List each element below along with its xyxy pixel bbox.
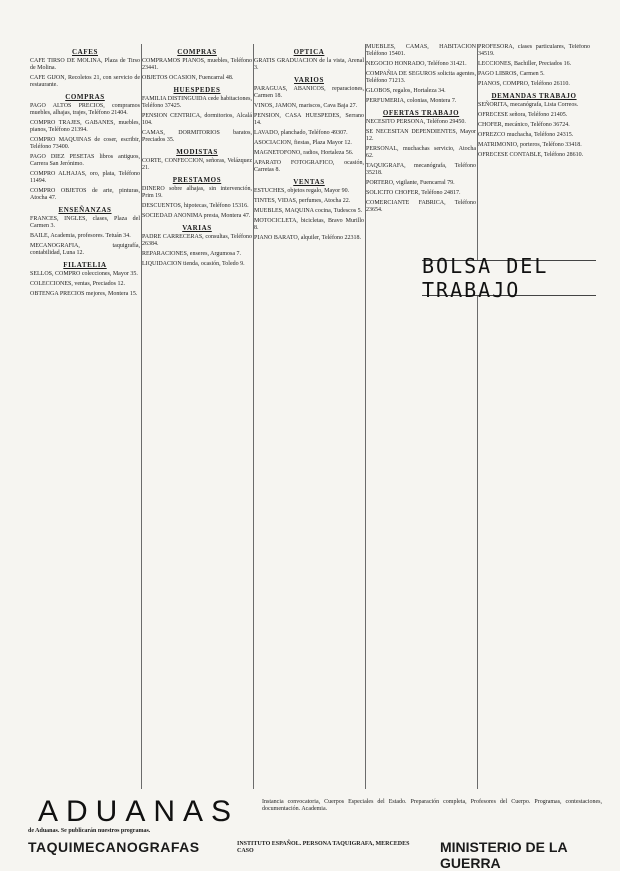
classified-ad: MUEBLES, CAMAS, HABITACION Teléfono 15401. bbox=[366, 44, 476, 57]
classified-ad: PARAGUAS, ABANICOS, reparaciones, Carmen 18. bbox=[254, 86, 364, 99]
classified-ad: PAGO ALTOS PRECIOS, compramos muebles, alhajas, trajes, Teléfono 21404. bbox=[30, 103, 140, 116]
section-heading: FILATELIA bbox=[63, 261, 107, 269]
classified-ad: LECCIONES, Bachiller, Preciados 16. bbox=[478, 61, 572, 67]
classified-ad: LAVADO, planchado, Teléfono 49307. bbox=[254, 130, 348, 136]
classified-ad: OFREZCO muchacha, Teléfono 24315. bbox=[478, 132, 574, 138]
classified-ad: CHOFER, mecánico, Teléfono 36724. bbox=[478, 122, 570, 128]
classified-ad: APARATO FOTOGRAFICO, ocasión, Carretas 8. bbox=[254, 160, 364, 173]
classified-ad: COLECCIONES, ventas, Preciados 12. bbox=[30, 281, 125, 287]
bolsa-del-trabajo-banner: BOLSA DEL TRABAJO bbox=[422, 260, 596, 296]
classified-ad: BAILE, Academia, profesores. Tetuán 34. bbox=[30, 233, 131, 239]
classified-ad: LIQUIDACION tienda, ocasión, Toledo 9. bbox=[142, 261, 245, 267]
classified-ad: GRATIS GRADUACION de la vista, Arenal 3. bbox=[254, 58, 364, 71]
section-heading: CAFES bbox=[72, 48, 98, 56]
section-heading: MODISTAS bbox=[176, 148, 218, 156]
classified-ad: CAFE TIRSO DE MOLINA, Plaza de Tirso de Molina. bbox=[30, 58, 140, 71]
classified-ad: TINTES, VIDAS, perfumes, Atocha 22. bbox=[254, 198, 351, 204]
classified-ad: CAFE GIJON, Recoletos 21, con servicio de restaurante. bbox=[30, 75, 140, 88]
classified-ad: SOLICITO CHOFER, Teléfono 24817. bbox=[366, 190, 461, 196]
column-3 bbox=[254, 44, 364, 789]
aduanas-title: ADUANAS bbox=[38, 795, 240, 828]
classified-ad: SEÑORITA, mecanógrafa, Lista Correos. bbox=[478, 102, 579, 108]
section-heading: VENTAS bbox=[293, 178, 325, 186]
classified-ad: PENSION CENTRICA, dormitorios, Alcalá 104. bbox=[142, 113, 252, 126]
classified-ad: COMPRO OBJETOS de arte, pinturas, Atocha 47. bbox=[30, 188, 140, 201]
classified-ad: ASOCIACION, fiestas, Plaza Mayor 12. bbox=[254, 140, 352, 146]
classified-ad: COMPRO TRAJES, GABANES, muebles, pianos, Teléfono 21394. bbox=[30, 120, 140, 133]
section-heading: OFERTAS TRABAJO bbox=[382, 109, 460, 117]
classifieds-grid bbox=[30, 44, 590, 789]
classified-ad: DESCUENTOS, hipotecas, Teléfono 15316. bbox=[142, 203, 249, 209]
section-heading: HUESPEDES bbox=[173, 86, 221, 94]
classified-ad: OFRECESE CONTABLE, Teléfono 28610. bbox=[478, 152, 584, 158]
classified-ad: ESTUCHES, objetos regalo, Mayor 90. bbox=[254, 188, 350, 194]
institute-text: INSTITUTO ESPAÑOL. PERSONA TAQUIGRAFA, MERCEDES CASO bbox=[237, 841, 410, 854]
classified-ad: MAGNETOFONO, radios, Hortaleza 56. bbox=[254, 150, 354, 156]
classified-ad: DINERO sobre alhajas, sin intervención, Prim 19. bbox=[142, 186, 252, 199]
section-heading: VARIOS bbox=[294, 76, 324, 84]
column-2 bbox=[142, 44, 252, 789]
classified-ad: TAQUIGRAFA, mecanógrafa, Teléfono 35218. bbox=[366, 163, 476, 176]
classified-ad: PAGO LIBROS, Carmen 5. bbox=[478, 71, 545, 77]
aduanas-subtitle: de Aduanas. Se publicarán nuestros programas. bbox=[28, 828, 151, 834]
classified-ad: COMPAÑIA DE SEGUROS solicita agentes, Teléfono 71213. bbox=[366, 71, 476, 84]
ministerio-heading: MINISTERIO DE LA GUERRA bbox=[440, 839, 568, 871]
section-heading: COMPRAS bbox=[177, 48, 217, 56]
section-heading: DEMANDAS TRABAJO bbox=[491, 92, 577, 100]
classified-ad: NECESITO PERSONA, Teléfono 29450. bbox=[366, 119, 466, 125]
section-heading: OPTICA bbox=[293, 48, 325, 56]
classified-ad: PAGO DIEZ PESETAS libros antiguos, Carrera San Jerónimo. bbox=[30, 154, 140, 167]
column-5 bbox=[478, 44, 590, 789]
footer-advert-text: Instancia convocatoria, Cuerpos Especiales del Estado. Preparación completa, Profesores del Cuerpo. Programas, contestaciones, documentación. Academia. bbox=[262, 799, 602, 812]
classified-ad: PIANOS, COMPRO, Teléfono 26110. bbox=[478, 81, 570, 87]
column-4 bbox=[366, 44, 476, 789]
section-heading: VARIAS bbox=[182, 224, 212, 232]
footer-advert-area bbox=[22, 795, 608, 871]
classified-ad: CAMAS, DORMITORIOS baratos, Preciados 35. bbox=[142, 130, 252, 143]
classified-ad: GLOBOS, regalos, Hortaleza 34. bbox=[366, 88, 446, 94]
classified-ad: COMERCIANTE FABRICA, Teléfono 23654. bbox=[366, 200, 476, 213]
classified-ad: FRANCES, INGLES, clases, Plaza del Carmen 3. bbox=[30, 216, 140, 229]
classified-ad: PROFESORA, clases particulares, Teléfono 34519. bbox=[478, 44, 590, 57]
classified-ad: SELLOS, COMPRO colecciones, Mayor 35. bbox=[30, 271, 138, 277]
classified-ad: CORTE, CONFECCION, señoras, Velázquez 21. bbox=[142, 158, 252, 171]
classified-ad: PENSION, CASA HUESPEDES, Serrano 14. bbox=[254, 113, 364, 126]
classified-ad: MUEBLES, MAQUINA cocina, Tudescos 5. bbox=[254, 208, 363, 214]
classified-ad: SE NECESITAN DEPENDIENTES, Mayor 12. bbox=[366, 129, 476, 142]
classified-ad: COMPRO MAQUINAS de coser, escribir, Teléfono 73400. bbox=[30, 137, 140, 150]
classified-ad: PERSONAL, muchachas servicio, Atocha 62. bbox=[366, 146, 476, 159]
classified-ad: OBTENGA PRECIOS mejores, Montera 15. bbox=[30, 291, 138, 297]
classified-ad: MOTOCICLETA, bicicletas, Bravo Murillo 8. bbox=[254, 218, 364, 231]
classified-ad: NEGOCIO HONRADO, Teléfono 31421. bbox=[366, 61, 467, 67]
classified-ad: COMPRAMOS PIANOS, muebles, Teléfono 23441. bbox=[142, 58, 252, 71]
classified-ad: OBJETOS OCASION, Fuencarral 48. bbox=[142, 75, 234, 81]
classified-ad: PERFUMERIA, colonias, Montera 7. bbox=[366, 98, 457, 104]
classified-ad: PADRE CARRECERAS, consultas, Teléfono 26384. bbox=[142, 234, 252, 247]
column-1 bbox=[30, 44, 140, 789]
section-heading: ENSEÑANZAS bbox=[58, 206, 112, 214]
classified-ad: SOCIEDAD ANONIMA presta, Montera 47. bbox=[142, 213, 251, 219]
classified-ad: PIANO BARATO, alquiler, Teléfono 22318. bbox=[254, 235, 361, 241]
classified-ad: OFRECESE señora, Teléfono 21405. bbox=[478, 112, 568, 118]
classified-ad: FAMILIA DISTINGUIDA cede habitaciones, Teléfono 37425. bbox=[142, 96, 252, 109]
section-heading: PRESTAMOS bbox=[172, 176, 222, 184]
classified-ad: MATRIMONIO, porteros, Teléfono 33418. bbox=[478, 142, 582, 148]
classified-ad: REPARACIONES, enseres, Argumosa 7. bbox=[142, 251, 242, 257]
classified-ad: COMPRO ALHAJAS, oro, plata, Teléfono 11494. bbox=[30, 171, 140, 184]
taquimecanografas-heading: TAQUIMECANOGRAFAS bbox=[28, 839, 200, 855]
classified-ad: VINOS, JAMON, mariscos, Cava Baja 27. bbox=[254, 103, 358, 109]
classified-ad: MECANOGRAFIA, taquigrafía, contabilidad, Luna 12. bbox=[30, 243, 140, 256]
classified-ad: PORTERO, vigilante, Fuencarral 79. bbox=[366, 180, 455, 186]
section-heading: COMPRAS bbox=[65, 93, 105, 101]
